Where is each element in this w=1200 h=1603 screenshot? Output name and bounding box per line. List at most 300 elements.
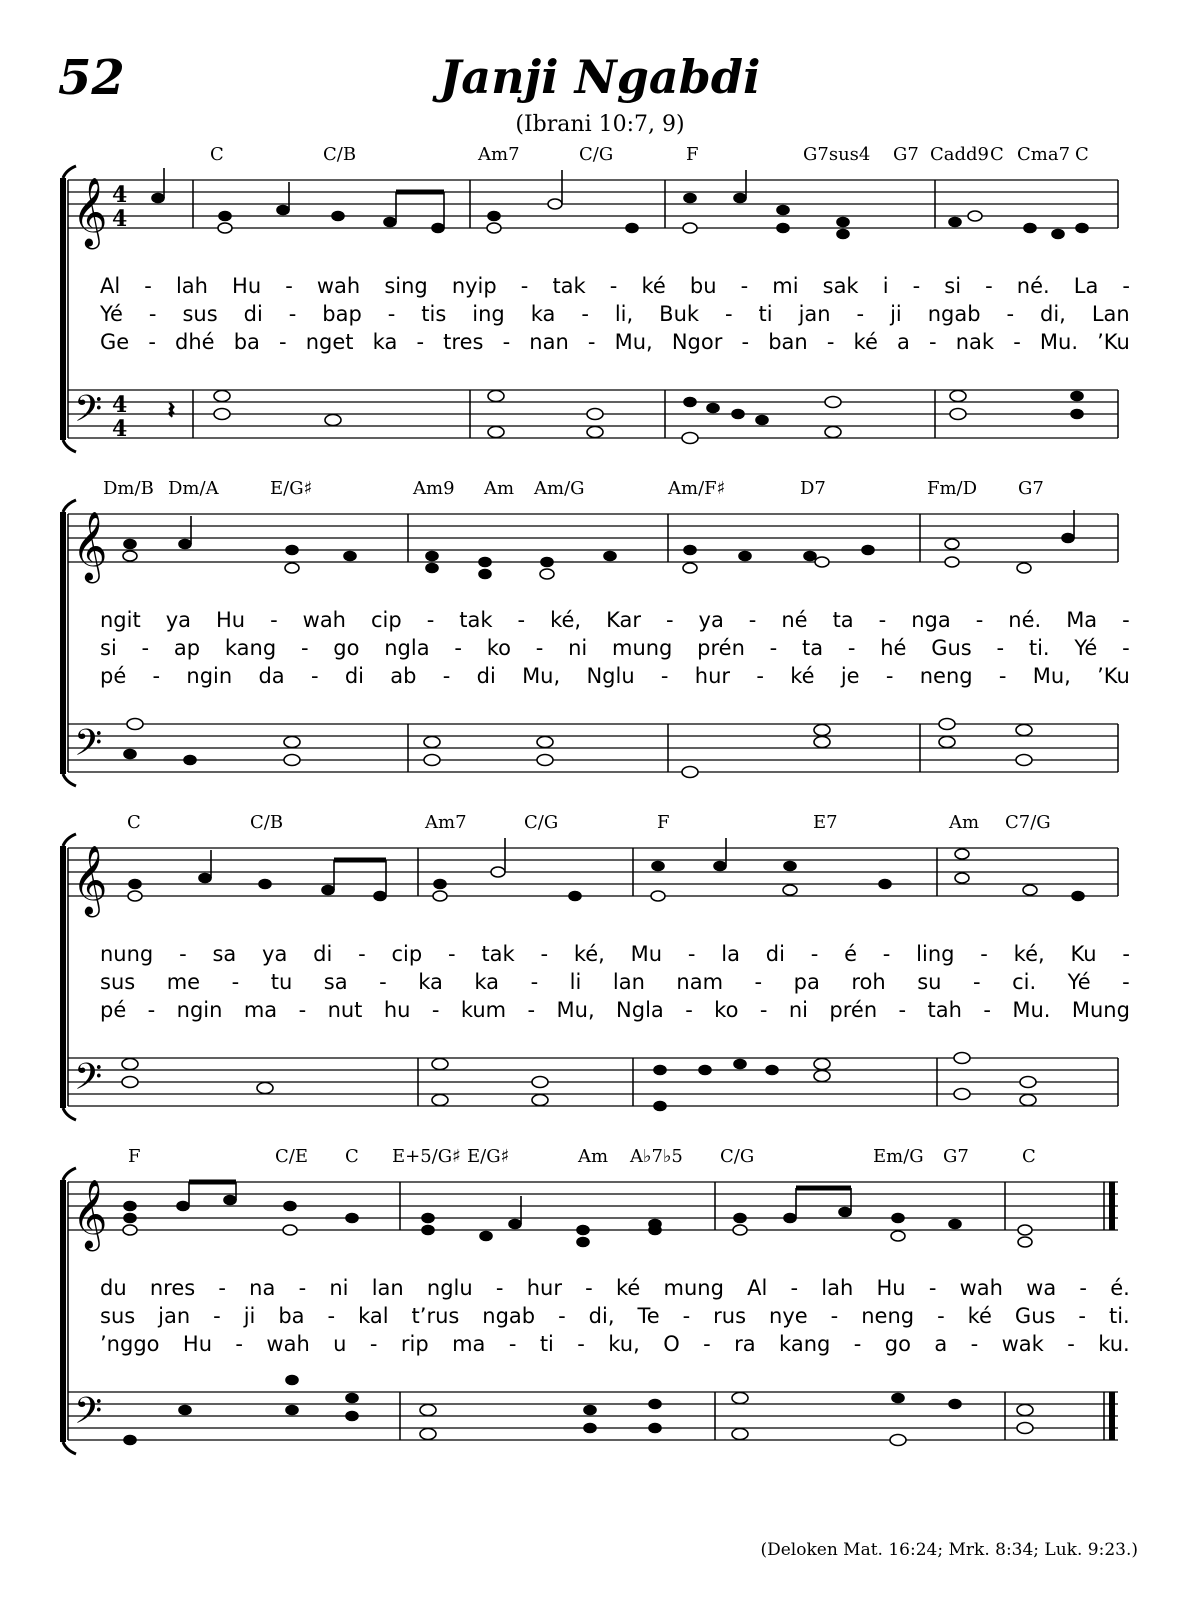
lyric-syllable: sing bbox=[384, 274, 428, 298]
lyric-syllable: Ma bbox=[1066, 608, 1098, 632]
chord-symbol: Am bbox=[949, 812, 980, 833]
lyric-syllable: nan bbox=[529, 330, 569, 354]
chord-symbol: Dm/B bbox=[103, 478, 154, 499]
lyric-syllable: nglu bbox=[426, 1276, 473, 1300]
lyric-syllable: je bbox=[840, 664, 860, 688]
lyric-syllable: lah bbox=[821, 1276, 854, 1300]
lyric-syllable: ab bbox=[390, 664, 417, 688]
lyric-syllable: - bbox=[442, 664, 451, 688]
lyric-syllable: tis bbox=[421, 302, 447, 326]
lyric-syllable: Lan bbox=[1091, 302, 1130, 326]
lyric-syllable: Buk bbox=[659, 302, 700, 326]
lyric-syllable: mi bbox=[772, 274, 799, 298]
bass-clef: 𝄢 bbox=[74, 722, 103, 773]
chord-symbol: F bbox=[686, 144, 699, 165]
lyric-syllable: bu bbox=[689, 274, 717, 298]
lyric-syllable: - bbox=[448, 942, 456, 966]
lyric-syllable: si bbox=[100, 636, 117, 660]
svg-text:4: 4 bbox=[112, 416, 128, 442]
lyric-syllable: - bbox=[426, 608, 435, 632]
chord-symbol: C bbox=[127, 812, 141, 833]
lyric-syllable: - bbox=[540, 942, 549, 966]
lyric-syllable: di bbox=[243, 302, 263, 326]
lyric-syllable: - bbox=[279, 330, 287, 354]
lyric-syllable: nga bbox=[911, 608, 951, 632]
lyric-syllable: Yé bbox=[100, 302, 123, 326]
verse-1-line bbox=[100, 272, 1130, 300]
lyric-syllable: - bbox=[520, 274, 529, 298]
treble-clef: 𝄞 bbox=[72, 845, 108, 915]
lyric-syllable: - bbox=[769, 636, 778, 660]
lyric-syllable: - bbox=[790, 1276, 799, 1300]
chord-symbol: Fm/D bbox=[927, 478, 978, 499]
lyric-syllable: ké bbox=[790, 664, 815, 688]
bass-staff bbox=[68, 724, 1118, 772]
lyric-syllable: lan bbox=[612, 970, 645, 994]
lyric-syllable: ti. bbox=[1108, 1304, 1130, 1328]
chord-symbol: F bbox=[657, 812, 670, 833]
treble-notes bbox=[123, 1182, 1032, 1247]
lyric-syllable: Yé bbox=[1074, 636, 1098, 660]
lyric-syllable: di bbox=[476, 664, 496, 688]
chord-symbol: C7/G bbox=[1005, 812, 1051, 833]
chord-symbol: G7 bbox=[893, 144, 919, 165]
lyric-syllable: su bbox=[917, 970, 942, 994]
lyric-syllable: da bbox=[258, 664, 285, 688]
lyric-syllable: jan bbox=[798, 302, 831, 326]
lyric-syllable: Hu bbox=[232, 274, 262, 298]
lyric-syllable: - bbox=[685, 998, 693, 1022]
lyric-syllable: ké, bbox=[573, 942, 605, 966]
chord-symbol: C bbox=[1075, 144, 1089, 165]
treble-clef: 𝄞 bbox=[72, 511, 108, 581]
lyric-syllable: hur bbox=[694, 664, 731, 688]
lyric-syllable: Mu, bbox=[1032, 664, 1071, 688]
chord-symbol: Am7 bbox=[478, 144, 520, 165]
lyric-syllable: nam bbox=[676, 970, 724, 994]
lyric-syllable: - bbox=[298, 998, 307, 1022]
lyric-syllable: ko bbox=[486, 636, 511, 660]
lyric-syllable: li, bbox=[614, 302, 634, 326]
hymn-title: Janji Ngabdi bbox=[439, 50, 761, 104]
lyric-syllable: i bbox=[882, 274, 889, 298]
lyric-syllable: - bbox=[929, 330, 937, 354]
lyric-syllable: ti. bbox=[1028, 636, 1050, 660]
lyric-syllable: - bbox=[288, 302, 297, 326]
lyric-syllable: - bbox=[609, 274, 618, 298]
chord-symbol: D7 bbox=[800, 478, 826, 499]
lyric-syllable: nak bbox=[955, 330, 995, 354]
lyric-syllable: Gus bbox=[1014, 1304, 1056, 1328]
lyric-syllable: ta bbox=[802, 636, 824, 660]
lyric-syllable: - bbox=[454, 636, 462, 660]
lyric-syllable: dhé bbox=[175, 330, 215, 354]
bass-clef: 𝄢 bbox=[74, 388, 103, 439]
lyric-syllable: ’Ku bbox=[1097, 330, 1130, 354]
chord-symbol: Dm/A bbox=[168, 478, 219, 499]
lyric-syllable: wah bbox=[302, 608, 346, 632]
lyric-syllable: nye bbox=[769, 1304, 808, 1328]
chord-symbol: C bbox=[1022, 1146, 1036, 1167]
lyric-syllable: - bbox=[682, 1304, 691, 1328]
hymn-number: 52 bbox=[58, 50, 125, 106]
lyric-syllable: - bbox=[495, 1276, 504, 1300]
lyric-syllable: Kar bbox=[606, 608, 641, 632]
lyric-syllable: - bbox=[587, 330, 596, 354]
lyric-syllable: ap bbox=[173, 636, 201, 660]
chord-symbol: Em/G bbox=[873, 1146, 924, 1167]
verse-3-line bbox=[100, 1330, 1130, 1358]
chord-symbol: E/G♯ bbox=[467, 1146, 510, 1167]
lyrics-block bbox=[100, 606, 1130, 690]
lyric-syllable: ka bbox=[474, 970, 500, 994]
lyric-syllable: ma bbox=[452, 1332, 486, 1356]
svg-text:𝄽: 𝄽 bbox=[168, 399, 175, 424]
lyric-syllable: né bbox=[781, 608, 808, 632]
lyric-syllable: ma bbox=[243, 998, 278, 1022]
treble-clef: 𝄞 bbox=[72, 1179, 108, 1249]
lyric-syllable: O bbox=[663, 1332, 680, 1356]
lyric-syllable: Mu. bbox=[1039, 330, 1078, 354]
lyric-syllable: - bbox=[535, 636, 544, 660]
lyric-syllable: ko bbox=[714, 998, 739, 1022]
lyric-syllable: - bbox=[937, 1304, 945, 1328]
lyric-syllable: ling bbox=[916, 942, 955, 966]
lyric-syllable: né. bbox=[1016, 274, 1050, 298]
lyric-syllable: - bbox=[810, 942, 819, 966]
lyric-syllable: mung bbox=[663, 1276, 724, 1300]
lyric-syllable: - bbox=[581, 302, 589, 326]
lyric-syllable: pé bbox=[100, 664, 127, 688]
chord-symbol: A♭7♭5 bbox=[630, 1146, 683, 1167]
lyric-syllable: ké bbox=[615, 1276, 641, 1300]
lyric-syllable: ka bbox=[530, 302, 556, 326]
lyric-syllable: Mu bbox=[630, 942, 663, 966]
lyric-syllable: Hu bbox=[215, 608, 246, 632]
lyric-syllable: kum bbox=[460, 998, 507, 1022]
lyric-syllable: - bbox=[1067, 1332, 1075, 1356]
lyric-syllable: - bbox=[231, 970, 240, 994]
lyric-syllable: - bbox=[660, 664, 669, 688]
lyric-syllable: - bbox=[1078, 1304, 1086, 1328]
chord-symbol: C bbox=[210, 144, 224, 165]
bass-notes bbox=[124, 1376, 1033, 1446]
lyric-syllable: - bbox=[998, 664, 1007, 688]
chord-symbol: C/G bbox=[524, 812, 559, 833]
lyric-syllable: tak bbox=[552, 274, 586, 298]
lyric-syllable: hu bbox=[383, 998, 411, 1022]
lyric-syllable: kal bbox=[358, 1304, 389, 1328]
chord-symbol: G7 bbox=[1018, 478, 1044, 499]
lyric-syllable: ra bbox=[734, 1332, 756, 1356]
lyric-syllable: ké bbox=[641, 274, 666, 298]
lyric-syllable: ku, bbox=[608, 1332, 640, 1356]
lyric-syllable: bap bbox=[322, 302, 362, 326]
lyric-syllable: sus bbox=[100, 970, 136, 994]
lyric-syllable: hé bbox=[880, 636, 907, 660]
lyric-syllable: ni bbox=[788, 998, 808, 1022]
lyric-syllable: u bbox=[333, 1332, 347, 1356]
lyric-syllable: Hu bbox=[876, 1276, 906, 1300]
lyric-syllable: - bbox=[996, 636, 1005, 660]
lyric-syllable: - bbox=[508, 1332, 517, 1356]
lyric-syllable: - bbox=[882, 942, 891, 966]
lyric-syllable: Yé bbox=[1067, 970, 1091, 994]
lyric-syllable: wah bbox=[266, 1332, 310, 1356]
lyric-syllable: - bbox=[703, 1332, 711, 1356]
music-system-2 bbox=[0, 474, 1200, 814]
lyric-syllable: mung bbox=[611, 636, 673, 660]
verse-2-line bbox=[100, 1302, 1130, 1330]
lyric-syllable: ka bbox=[372, 330, 398, 354]
lyric-syllable: a bbox=[897, 330, 910, 354]
lyric-syllable: ngin bbox=[176, 998, 223, 1022]
lyrics-block bbox=[100, 1274, 1130, 1358]
lyric-syllable: - bbox=[141, 636, 150, 660]
lyric-syllable: ni bbox=[329, 1276, 349, 1300]
lyric-syllable: - bbox=[298, 1276, 307, 1300]
lyric-syllable: - bbox=[1079, 1276, 1087, 1300]
lyric-syllable: ku. bbox=[1098, 1332, 1130, 1356]
lyric-syllable: ti bbox=[758, 302, 773, 326]
lyric-syllable: roh bbox=[851, 970, 886, 994]
lyric-syllable: - bbox=[973, 970, 981, 994]
lyric-syllable: - bbox=[1006, 302, 1015, 326]
lyric-syllable: wah bbox=[959, 1276, 1003, 1300]
lyric-syllable: nget bbox=[305, 330, 354, 354]
lyric-syllable: Te bbox=[637, 1304, 660, 1328]
lyric-syllable: - bbox=[558, 1304, 566, 1328]
lyric-syllable: - bbox=[853, 1332, 862, 1356]
lyric-syllable: lah bbox=[175, 274, 208, 298]
chord-symbol: Am/G bbox=[534, 478, 585, 499]
lyric-syllable: - bbox=[152, 664, 161, 688]
chord-symbol: E+5/G♯ bbox=[392, 1146, 461, 1167]
lyric-syllable: ngab bbox=[482, 1304, 536, 1328]
lyric-syllable: - bbox=[912, 274, 921, 298]
verse-3-line bbox=[100, 996, 1130, 1024]
lyric-syllable: di bbox=[313, 942, 333, 966]
lyric-syllable: a bbox=[934, 1332, 948, 1356]
scripture-footnote: (Deloken Mat. 16:24; Mrk. 8:34; Luk. 9:23.) bbox=[760, 1540, 1138, 1560]
lyric-syllable: nres bbox=[149, 1276, 196, 1300]
lyric-syllable: - bbox=[1122, 608, 1130, 632]
lyric-syllable: - bbox=[144, 274, 152, 298]
lyric-syllable: di bbox=[765, 942, 785, 966]
chord-symbol: G7sus4 bbox=[803, 144, 871, 165]
lyric-syllable: La bbox=[1073, 274, 1099, 298]
lyric-syllable: wah bbox=[316, 274, 361, 298]
lyric-syllable: kang bbox=[224, 636, 277, 660]
music-system-1 bbox=[0, 140, 1200, 480]
lyric-syllable: - bbox=[748, 608, 757, 632]
lyric-syllable: la bbox=[721, 942, 740, 966]
verse-1-line bbox=[100, 1274, 1130, 1302]
bass-staff bbox=[68, 1392, 1118, 1440]
lyric-syllable: kang bbox=[779, 1332, 831, 1356]
lyric-syllable: Mung bbox=[1071, 998, 1130, 1022]
lyric-syllable: Ngor bbox=[671, 330, 723, 354]
lyric-syllable: ké bbox=[967, 1304, 992, 1328]
treble-staff bbox=[68, 514, 1118, 562]
music-system-3 bbox=[0, 808, 1200, 1148]
lyric-syllable: Gus bbox=[931, 636, 972, 660]
lyric-syllable: - bbox=[530, 970, 539, 994]
lyric-syllable: - bbox=[270, 608, 278, 632]
lyric-syllable: - bbox=[970, 1332, 979, 1356]
lyric-syllable: - bbox=[975, 608, 984, 632]
lyric-syllable: ban bbox=[768, 330, 808, 354]
lyric-syllable: Al bbox=[747, 1276, 768, 1300]
lyric-syllable: - bbox=[756, 664, 764, 688]
lyric-syllable: me bbox=[166, 970, 201, 994]
lyric-syllable: - bbox=[847, 636, 856, 660]
lyric-syllable: na bbox=[249, 1276, 276, 1300]
lyric-syllable: - bbox=[856, 302, 865, 326]
lyric-syllable: - bbox=[285, 274, 293, 298]
lyric-syllable: - bbox=[741, 330, 750, 354]
lyric-syllable: - bbox=[327, 1304, 336, 1328]
bass-notes bbox=[168, 391, 1083, 444]
lyric-syllable: - bbox=[300, 636, 309, 660]
lyric-syllable: ji bbox=[243, 1304, 256, 1328]
lyric-syllable: sak bbox=[822, 274, 859, 298]
lyric-syllable: du bbox=[100, 1276, 127, 1300]
lyric-syllable: wa bbox=[1026, 1276, 1057, 1300]
lyric-syllable: ’Ku bbox=[1097, 664, 1130, 688]
chord-symbol: C/B bbox=[250, 812, 284, 833]
lyric-syllable: - bbox=[826, 330, 835, 354]
music-system-4 bbox=[0, 1142, 1200, 1482]
lyric-syllable: sa bbox=[323, 970, 348, 994]
lyric-syllable: - bbox=[725, 302, 733, 326]
verse-1-line bbox=[100, 606, 1130, 634]
verse-3-line bbox=[100, 328, 1130, 356]
lyric-syllable: - bbox=[148, 330, 156, 354]
lyric-syllable: tak bbox=[481, 942, 515, 966]
lyric-syllable: - bbox=[1122, 942, 1130, 966]
lyric-syllable: sa bbox=[212, 942, 237, 966]
lyric-syllable: wak bbox=[1001, 1332, 1044, 1356]
lyric-syllable: - bbox=[754, 970, 763, 994]
lyric-syllable: sus bbox=[182, 302, 218, 326]
lyric-syllable: tak bbox=[459, 608, 493, 632]
lyric-syllable: né. bbox=[1008, 608, 1042, 632]
treble-notes bbox=[123, 510, 1074, 579]
lyrics-block bbox=[100, 272, 1130, 356]
lyric-syllable: - bbox=[985, 274, 993, 298]
lyric-syllable: tah bbox=[927, 998, 962, 1022]
lyric-syllable: - bbox=[1122, 274, 1130, 298]
lyric-syllable: - bbox=[585, 1276, 593, 1300]
chord-symbol: Am7 bbox=[425, 812, 467, 833]
lyric-syllable: é bbox=[844, 942, 857, 966]
chord-symbol: Am/F♯ bbox=[668, 478, 726, 499]
lyric-syllable: si bbox=[944, 274, 962, 298]
lyric-syllable: - bbox=[759, 998, 768, 1022]
lyric-syllable: - bbox=[928, 1276, 937, 1300]
lyric-syllable: - bbox=[310, 664, 319, 688]
chord-symbol: G7 bbox=[943, 1146, 969, 1167]
verse-2-line bbox=[100, 968, 1130, 996]
chord-symbol: E/G♯ bbox=[270, 478, 313, 499]
lyric-syllable: pa bbox=[793, 970, 820, 994]
lyric-syllable: - bbox=[983, 998, 991, 1022]
treble-clef: 𝄞 bbox=[72, 177, 108, 247]
chord-symbol: C/B bbox=[323, 144, 357, 165]
bass-clef: 𝄢 bbox=[74, 1056, 103, 1107]
lyric-syllable: pé bbox=[100, 998, 127, 1022]
lyric-syllable: - bbox=[1122, 636, 1130, 660]
lyric-syllable: rus bbox=[713, 1304, 747, 1328]
lyric-syllable: t’rus bbox=[411, 1304, 460, 1328]
lyric-syllable: lan bbox=[371, 1276, 404, 1300]
lyric-syllable: ci. bbox=[1012, 970, 1037, 994]
lyric-syllable: Hu bbox=[182, 1332, 213, 1356]
lyric-syllable: - bbox=[213, 1304, 221, 1328]
lyric-syllable: Al bbox=[100, 274, 121, 298]
lyric-syllable: ba bbox=[233, 330, 260, 354]
lyric-syllable: - bbox=[687, 942, 696, 966]
lyric-syllable: - bbox=[502, 330, 511, 354]
lyric-syllable: - bbox=[218, 1276, 226, 1300]
svg-text:4: 4 bbox=[112, 392, 128, 418]
lyric-syllable: Mu, bbox=[556, 998, 595, 1022]
lyric-syllable: - bbox=[1122, 970, 1130, 994]
lyric-syllable: ké, bbox=[550, 608, 582, 632]
lyric-syllable: ngla bbox=[384, 636, 430, 660]
chord-symbol: Am bbox=[578, 1146, 609, 1167]
chord-symbol: Am9 bbox=[413, 478, 455, 499]
lyric-syllable: nyip bbox=[451, 274, 497, 298]
chord-symbol: C/E bbox=[275, 1146, 308, 1167]
svg-text:4: 4 bbox=[112, 182, 128, 208]
lyric-syllable: ya bbox=[698, 608, 724, 632]
lyric-syllable: Nglu bbox=[586, 664, 635, 688]
chord-symbol: C bbox=[990, 144, 1004, 165]
lyric-syllable: cip bbox=[370, 608, 402, 632]
lyric-syllable: Ngla bbox=[616, 998, 664, 1022]
lyric-syllable: di bbox=[344, 664, 364, 688]
lyric-syllable: hur bbox=[526, 1276, 562, 1300]
lyric-syllable: - bbox=[387, 302, 396, 326]
lyric-syllable: go bbox=[884, 1332, 911, 1356]
lyric-syllable: ké, bbox=[1013, 942, 1045, 966]
chord-symbol: Am bbox=[484, 478, 515, 499]
lyric-syllable: - bbox=[665, 608, 674, 632]
lyric-syllable: - bbox=[517, 608, 526, 632]
lyric-syllable: - bbox=[379, 970, 387, 994]
lyric-syllable: - bbox=[898, 998, 907, 1022]
lyric-syllable: ka bbox=[418, 970, 443, 994]
lyrics-block bbox=[100, 940, 1130, 1024]
verse-1-line bbox=[100, 940, 1130, 968]
lyric-syllable: ya bbox=[262, 942, 288, 966]
chord-symbol: E7 bbox=[813, 812, 838, 833]
lyric-syllable: Ku bbox=[1070, 942, 1097, 966]
lyric-syllable: ji bbox=[890, 302, 902, 326]
lyric-syllable: ni bbox=[568, 636, 588, 660]
lyric-syllable: - bbox=[235, 1332, 243, 1356]
lyric-syllable: - bbox=[1013, 330, 1021, 354]
chord-symbol: C bbox=[345, 1146, 359, 1167]
lyric-syllable: - bbox=[527, 998, 536, 1022]
lyric-syllable: nung bbox=[100, 942, 154, 966]
chord-symbol: C/G bbox=[579, 144, 614, 165]
lyric-syllable: - bbox=[416, 330, 425, 354]
lyric-syllable: Mu, bbox=[614, 330, 653, 354]
verse-2-line bbox=[100, 300, 1130, 328]
